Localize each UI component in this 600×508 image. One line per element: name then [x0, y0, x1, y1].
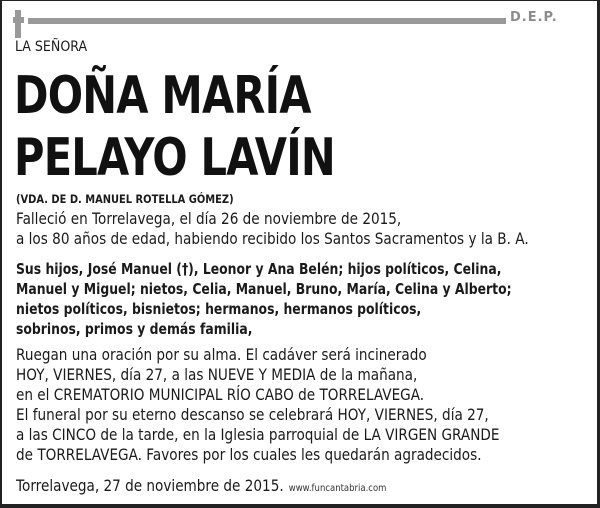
- signoff-text: Torrelavega, 27 de noviembre de 2015.: [16, 476, 284, 495]
- death-notice-line: Falleció en Torrelavega, el día 26 de noviembre de 2015,: [16, 209, 402, 228]
- cross-icon: [15, 10, 21, 38]
- family-line: sobrinos, primos y demás familia,: [16, 320, 253, 338]
- death-notice-line: a los 80 años de edad, habiendo recibido los Santos Sacramentos y la B. A.: [16, 229, 529, 248]
- deceased-name-line-1: DOÑA MARÍA: [14, 66, 311, 126]
- notice-line: a las CINCO de la tarde, en la Iglesia parroquial de LA VIRGEN GRANDE: [16, 425, 500, 444]
- signoff: [16, 476, 386, 499]
- dep-label: D.E.P.: [510, 10, 558, 25]
- family-line: nietos políticos, bisnietos; hermanos, hermanos políticos,: [16, 300, 422, 318]
- cross-icon-arm: [13, 17, 24, 23]
- deceased-name-line-2: PELAYO LAVÍN: [14, 128, 335, 188]
- family-line: Manuel y Miguel; nietos, Celia, Manuel, Bruno, María, Celina y Alberto;: [16, 280, 512, 298]
- death-notice: [16, 209, 529, 249]
- widow-of: (VDA. DE D. MANUEL ROTELLA GÓMEZ): [16, 192, 234, 206]
- notice-line: en el CREMATORIO MUNICIPAL RÍO CABO de TORRELAVEGA.: [16, 385, 425, 404]
- family-list: [16, 259, 512, 339]
- service-notice: [16, 345, 499, 465]
- family-line: Sus hijos, José Manuel (†), Leonor y Ana Belén; hijos políticos, Celina,: [16, 260, 502, 278]
- header-divider: [28, 18, 506, 24]
- notice-line: El funeral por su eterno descanso se celebrará HOY, VIERNES, día 27,: [16, 405, 489, 424]
- notice-line: de TORRELAVEGA. Favores por los cuales les quedarán agradecidos.: [16, 445, 482, 464]
- notice-line: Ruegan una oración por su alma. El cadáver será incinerado: [16, 345, 427, 364]
- notice-line: HOY, VIERNES, día 27, a las NUEVE Y MEDIA de la mañana,: [16, 365, 418, 384]
- honorific: LA SEÑORA: [15, 39, 88, 55]
- website-link[interactable]: www.funcantabria.com: [288, 483, 387, 494]
